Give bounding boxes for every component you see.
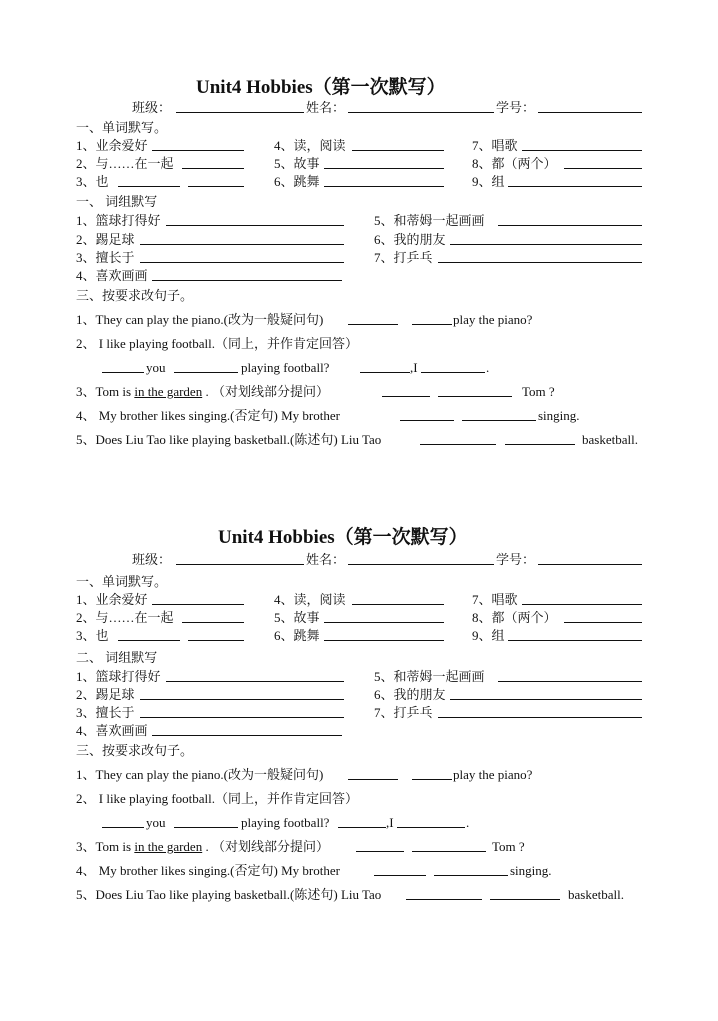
vocab-answer-blank[interactable]: [352, 592, 444, 605]
question-text: 4、 My brother likes singing.(否定句) My brother: [76, 408, 340, 423]
question-text: ,I: [410, 360, 418, 375]
vocab-prompt: 1、业余爱好: [76, 592, 148, 607]
answer-blank[interactable]: [420, 432, 496, 445]
section-heading: 一、 词组默写: [76, 194, 158, 209]
vocab-prompt: 6、跳舞: [274, 174, 320, 189]
worksheet-title: Unit4 Hobbies（第一次默写）: [196, 77, 446, 98]
vocab-prompt: 7、唱歌: [472, 138, 518, 153]
question-tail: play the piano?: [453, 312, 533, 327]
id-label: 学号：: [496, 552, 536, 567]
question-tail: singing.: [538, 408, 580, 423]
section-heading: 一、单词默写。: [76, 574, 168, 589]
phrase-prompt: 5、和蒂姆一起画画: [374, 669, 485, 684]
class-field[interactable]: [176, 100, 304, 113]
answer-blank[interactable]: [102, 815, 144, 828]
phrase-prompt: 1、篮球打得好: [76, 213, 161, 228]
phrase-prompt: 3、擅长于: [76, 250, 135, 265]
phrase-answer-blank[interactable]: [166, 669, 344, 682]
question-text: 5、Does Liu Tao like playing basketball.(陈述句) Liu Tao: [76, 887, 382, 902]
answer-blank[interactable]: [400, 408, 454, 421]
worksheet-copy-2: [0, 524, 718, 979]
section-heading: 三、按要求改句子。: [76, 288, 194, 303]
phrase-prompt: 4、喜欢画画: [76, 268, 148, 283]
name-label: 姓名：: [306, 100, 346, 115]
answer-blank[interactable]: [421, 360, 485, 373]
vocab-answer-blank[interactable]: [564, 156, 642, 169]
phrase-prompt: 6、我的朋友: [374, 687, 446, 702]
phrase-answer-blank[interactable]: [140, 705, 344, 718]
class-label: 班级：: [132, 100, 172, 115]
phrase-answer-blank[interactable]: [152, 723, 342, 736]
answer-blank[interactable]: [374, 863, 426, 876]
phrase-prompt: 6、我的朋友: [374, 232, 446, 247]
name-field[interactable]: [348, 552, 494, 565]
vocab-prompt: 4、读，阅读: [274, 592, 346, 607]
vocab-prompt: 5、故事: [274, 610, 320, 625]
question-tail: singing.: [510, 863, 552, 878]
section-heading: 三、按要求改句子。: [76, 743, 194, 758]
answer-blank[interactable]: [462, 408, 536, 421]
answer-blank[interactable]: [338, 815, 386, 828]
vocab-answer-blank[interactable]: [182, 610, 244, 623]
worksheet-copy-1: [0, 70, 718, 525]
question-text: . （对划线部分提问）: [202, 839, 329, 854]
vocab-prompt: 9、组: [472, 628, 505, 643]
vocab-prompt: 7、唱歌: [472, 592, 518, 607]
phrase-answer-blank[interactable]: [152, 268, 342, 281]
vocab-prompt: 2、与……在一起: [76, 610, 174, 625]
answer-blank[interactable]: [490, 887, 560, 900]
answer-blank[interactable]: [505, 432, 575, 445]
answer-blank[interactable]: [412, 767, 452, 780]
answer-blank[interactable]: [412, 312, 452, 325]
phrase-answer-blank[interactable]: [438, 705, 642, 718]
answer-blank[interactable]: [102, 360, 144, 373]
section-heading: 二、 词组默写: [76, 650, 158, 665]
vocab-answer-blank[interactable]: [118, 628, 180, 641]
question-text: you: [146, 360, 166, 375]
question-text: 2、 I like playing football.（同上，并作肯定回答）: [76, 791, 359, 806]
vocab-prompt: 2、与……在一起: [76, 156, 174, 171]
vocab-prompt: 3、也: [76, 628, 109, 643]
id-label: 学号：: [496, 100, 536, 115]
name-label: 姓名：: [306, 552, 346, 567]
section-heading: 一、单词默写。: [76, 120, 168, 135]
vocab-prompt: 6、跳舞: [274, 628, 320, 643]
answer-blank[interactable]: [412, 839, 486, 852]
underlined-phrase: in the garden: [134, 384, 203, 399]
phrase-prompt: 2、踢足球: [76, 687, 135, 702]
vocab-answer-blank[interactable]: [522, 138, 642, 151]
vocab-answer-blank[interactable]: [324, 174, 444, 187]
vocab-prompt: 8、都（两个）: [472, 156, 557, 171]
question-tail: basketball.: [582, 432, 638, 447]
phrase-prompt: 7、打乒乓: [374, 705, 433, 720]
vocab-prompt: 3、也: [76, 174, 109, 189]
phrase-answer-blank[interactable]: [140, 232, 344, 245]
answer-blank[interactable]: [174, 815, 238, 828]
question-text: 3、Tom is: [76, 384, 135, 399]
question-text: 2、 I like playing football.（同上，并作肯定回答）: [76, 336, 359, 351]
question-text: you: [146, 815, 166, 830]
phrase-answer-blank[interactable]: [140, 250, 344, 263]
question-text: 5、Does Liu Tao like playing basketball.(陈述句) Liu Tao: [76, 432, 382, 447]
vocab-answer-blank[interactable]: [508, 628, 642, 641]
question-tail: Tom ?: [492, 839, 525, 854]
vocab-answer-blank[interactable]: [508, 174, 642, 187]
vocab-prompt: 5、故事: [274, 156, 320, 171]
name-field[interactable]: [348, 100, 494, 113]
class-field[interactable]: [176, 552, 304, 565]
student-id-field[interactable]: [538, 552, 642, 565]
vocab-answer-blank[interactable]: [182, 156, 244, 169]
question-text: .: [486, 360, 490, 375]
answer-blank[interactable]: [360, 360, 410, 373]
question-text: playing football?: [241, 815, 330, 830]
phrase-answer-blank[interactable]: [498, 669, 642, 682]
answer-blank[interactable]: [382, 384, 430, 397]
answer-blank[interactable]: [438, 384, 512, 397]
question-text: 1、They can play the piano.(改为一般疑问句): [76, 767, 324, 782]
vocab-answer-blank[interactable]: [188, 174, 244, 187]
phrase-prompt: 3、擅长于: [76, 705, 135, 720]
phrase-answer-blank[interactable]: [438, 250, 642, 263]
vocab-answer-blank[interactable]: [352, 138, 444, 151]
phrase-prompt: 2、踢足球: [76, 232, 135, 247]
question-text: 1、They can play the piano.(改为一般疑问句): [76, 312, 324, 327]
phrase-answer-blank[interactable]: [140, 687, 344, 700]
answer-blank[interactable]: [356, 839, 404, 852]
vocab-answer-blank[interactable]: [522, 592, 642, 605]
question-text: . （对划线部分提问）: [202, 384, 329, 399]
vocab-answer-blank[interactable]: [118, 174, 180, 187]
vocab-answer-blank[interactable]: [152, 138, 244, 151]
vocab-prompt: 9、组: [472, 174, 505, 189]
phrase-prompt: 1、篮球打得好: [76, 669, 161, 684]
vocab-answer-blank[interactable]: [324, 610, 444, 623]
phrase-prompt: 5、和蒂姆一起画画: [374, 213, 485, 228]
student-id-field[interactable]: [538, 100, 642, 113]
question-tail: basketball.: [568, 887, 624, 902]
question-text: .: [466, 815, 470, 830]
vocab-prompt: 4、读，阅读: [274, 138, 346, 153]
worksheet-title: Unit4 Hobbies（第一次默写）: [218, 527, 468, 548]
vocab-answer-blank[interactable]: [564, 610, 642, 623]
answer-blank[interactable]: [434, 863, 508, 876]
phrase-answer-blank[interactable]: [498, 213, 642, 226]
phrase-answer-blank[interactable]: [166, 213, 344, 226]
underlined-phrase: in the garden: [134, 839, 203, 854]
question-tail: Tom ?: [522, 384, 555, 399]
question-text: 4、 My brother likes singing.(否定句) My brother: [76, 863, 340, 878]
question-text: playing football?: [241, 360, 330, 375]
question-text: 3、Tom is: [76, 839, 135, 854]
vocab-answer-blank[interactable]: [152, 592, 244, 605]
answer-blank[interactable]: [406, 887, 482, 900]
question-tail: play the piano?: [453, 767, 533, 782]
vocab-prompt: 1、业余爱好: [76, 138, 148, 153]
vocab-prompt: 8、都（两个）: [472, 610, 557, 625]
phrase-answer-blank[interactable]: [450, 232, 642, 245]
phrase-prompt: 7、打乒乓: [374, 250, 433, 265]
phrase-answer-blank[interactable]: [450, 687, 642, 700]
question-text: ,I: [386, 815, 394, 830]
answer-blank[interactable]: [174, 360, 238, 373]
phrase-prompt: 4、喜欢画画: [76, 723, 148, 738]
vocab-answer-blank[interactable]: [324, 628, 444, 641]
answer-blank[interactable]: [348, 312, 398, 325]
class-label: 班级：: [132, 552, 172, 567]
vocab-answer-blank[interactable]: [324, 156, 444, 169]
answer-blank[interactable]: [397, 815, 465, 828]
vocab-answer-blank[interactable]: [188, 628, 244, 641]
answer-blank[interactable]: [348, 767, 398, 780]
